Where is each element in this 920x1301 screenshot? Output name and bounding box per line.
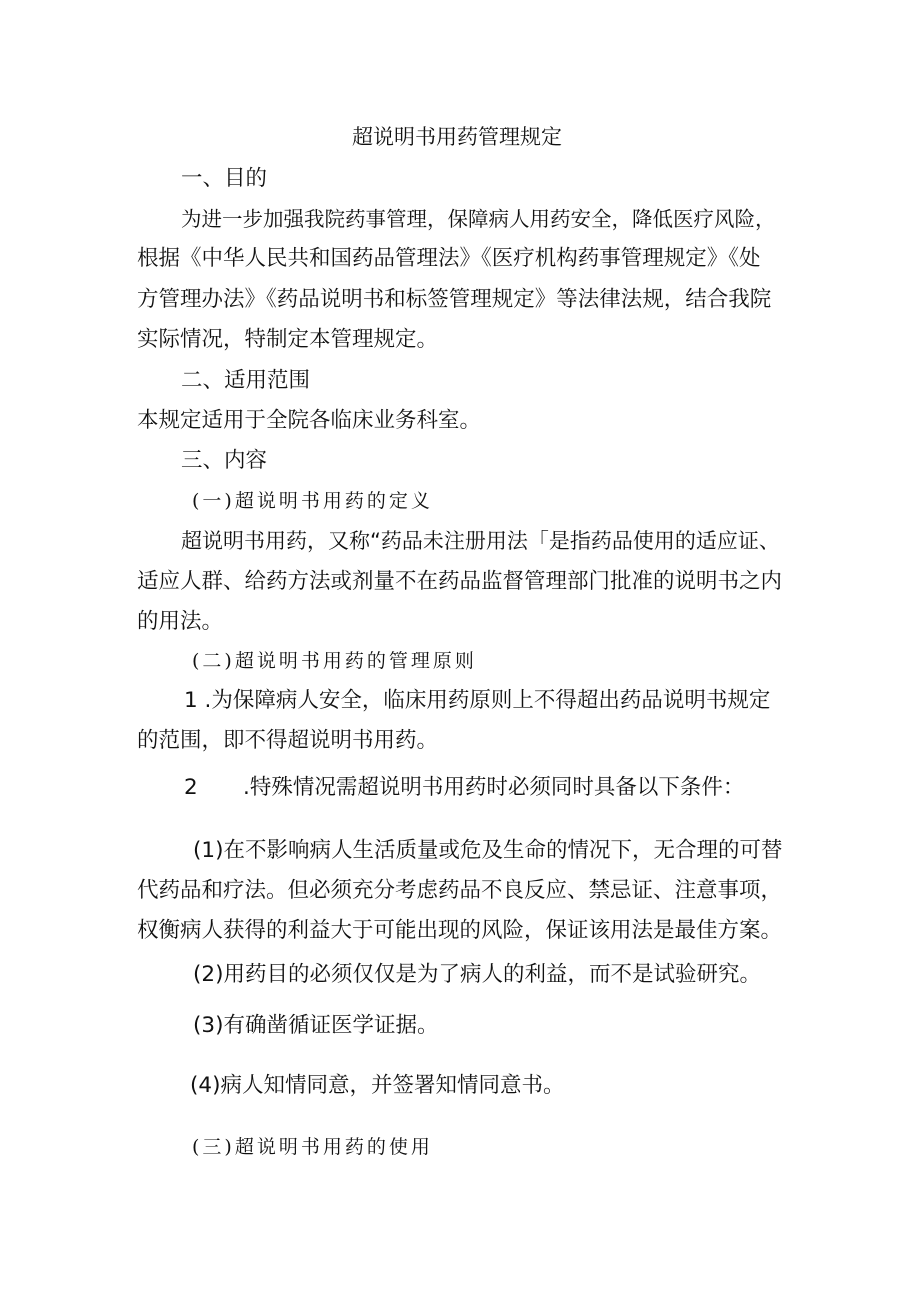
subsection-heading-principles: (二)超说明书用药的管理原则 [192, 650, 477, 672]
principle-item-2-number: 2 [184, 775, 198, 800]
document-title: 超说明书用药管理规定 [352, 125, 562, 149]
condition-4: (4)病人知情同意，并签署知情同意书。 [190, 1073, 565, 1098]
condition-2: (2)用药目的必须仅仅是为了病人的利益，而不是试验研究。 [193, 962, 761, 987]
section-heading-purpose: 一、目的 [181, 166, 268, 191]
purpose-paragraph-line-2: 根据《中华人民共和国药品管理法》《医疗机构药事管理规定》《处 [137, 246, 761, 271]
condition-3: (3)有确凿循证医学证据。 [193, 1013, 439, 1038]
definition-paragraph-line-3: 的用法。 [137, 609, 224, 634]
section-heading-content: 三、内容 [181, 448, 268, 473]
purpose-paragraph-line-3: 方管理办法》《药品说明书和标签管理规定》等法律法规，结合我院 [137, 287, 772, 312]
principle-item-1-line-1: 1 .为保障病人安全，临床用药原则上不得超出药品说明书规定 [184, 688, 771, 713]
purpose-paragraph-line-4: 实际情况，特制定本管理规定。 [137, 327, 439, 352]
principle-item-1-line-2: 的范围，即不得超说明书用药。 [137, 728, 439, 753]
definition-paragraph-line-2: 适应人群、给药方法或剂量不在药品监督管理部门批准的说明书之内 [137, 569, 783, 594]
condition-1-line-2: 代药品和疗法。但必须充分考虑药品不良反应、禁忌证、注意事项， [137, 878, 783, 903]
subsection-heading-usage: (三)超说明书用药的使用 [192, 1136, 433, 1158]
section-heading-scope: 二、适用范围 [181, 368, 311, 393]
condition-1-line-1: (1)在不影响病人生活质量或危及生命的情况下，无合理的可替 [193, 838, 783, 863]
definition-paragraph-line-1: 超说明书用药，又称“药品未注册用法「是指药品使用的适应证、 [181, 529, 780, 553]
condition-1-line-3: 权衡病人获得的利益大于可能出现的风险，保证该用法是最佳方案。 [137, 918, 783, 943]
scope-paragraph: 本规定适用于全院各临床业务科室。 [137, 408, 482, 433]
principle-item-2-text: .特殊情况需超说明书用药时必须同时具备以下条件： [243, 775, 745, 800]
subsection-heading-definition: (一)超说明书用药的定义 [192, 490, 433, 512]
purpose-paragraph-line-1: 为进一步加强我院药事管理，保障病人用药安全，降低医疗风险， [181, 207, 776, 231]
